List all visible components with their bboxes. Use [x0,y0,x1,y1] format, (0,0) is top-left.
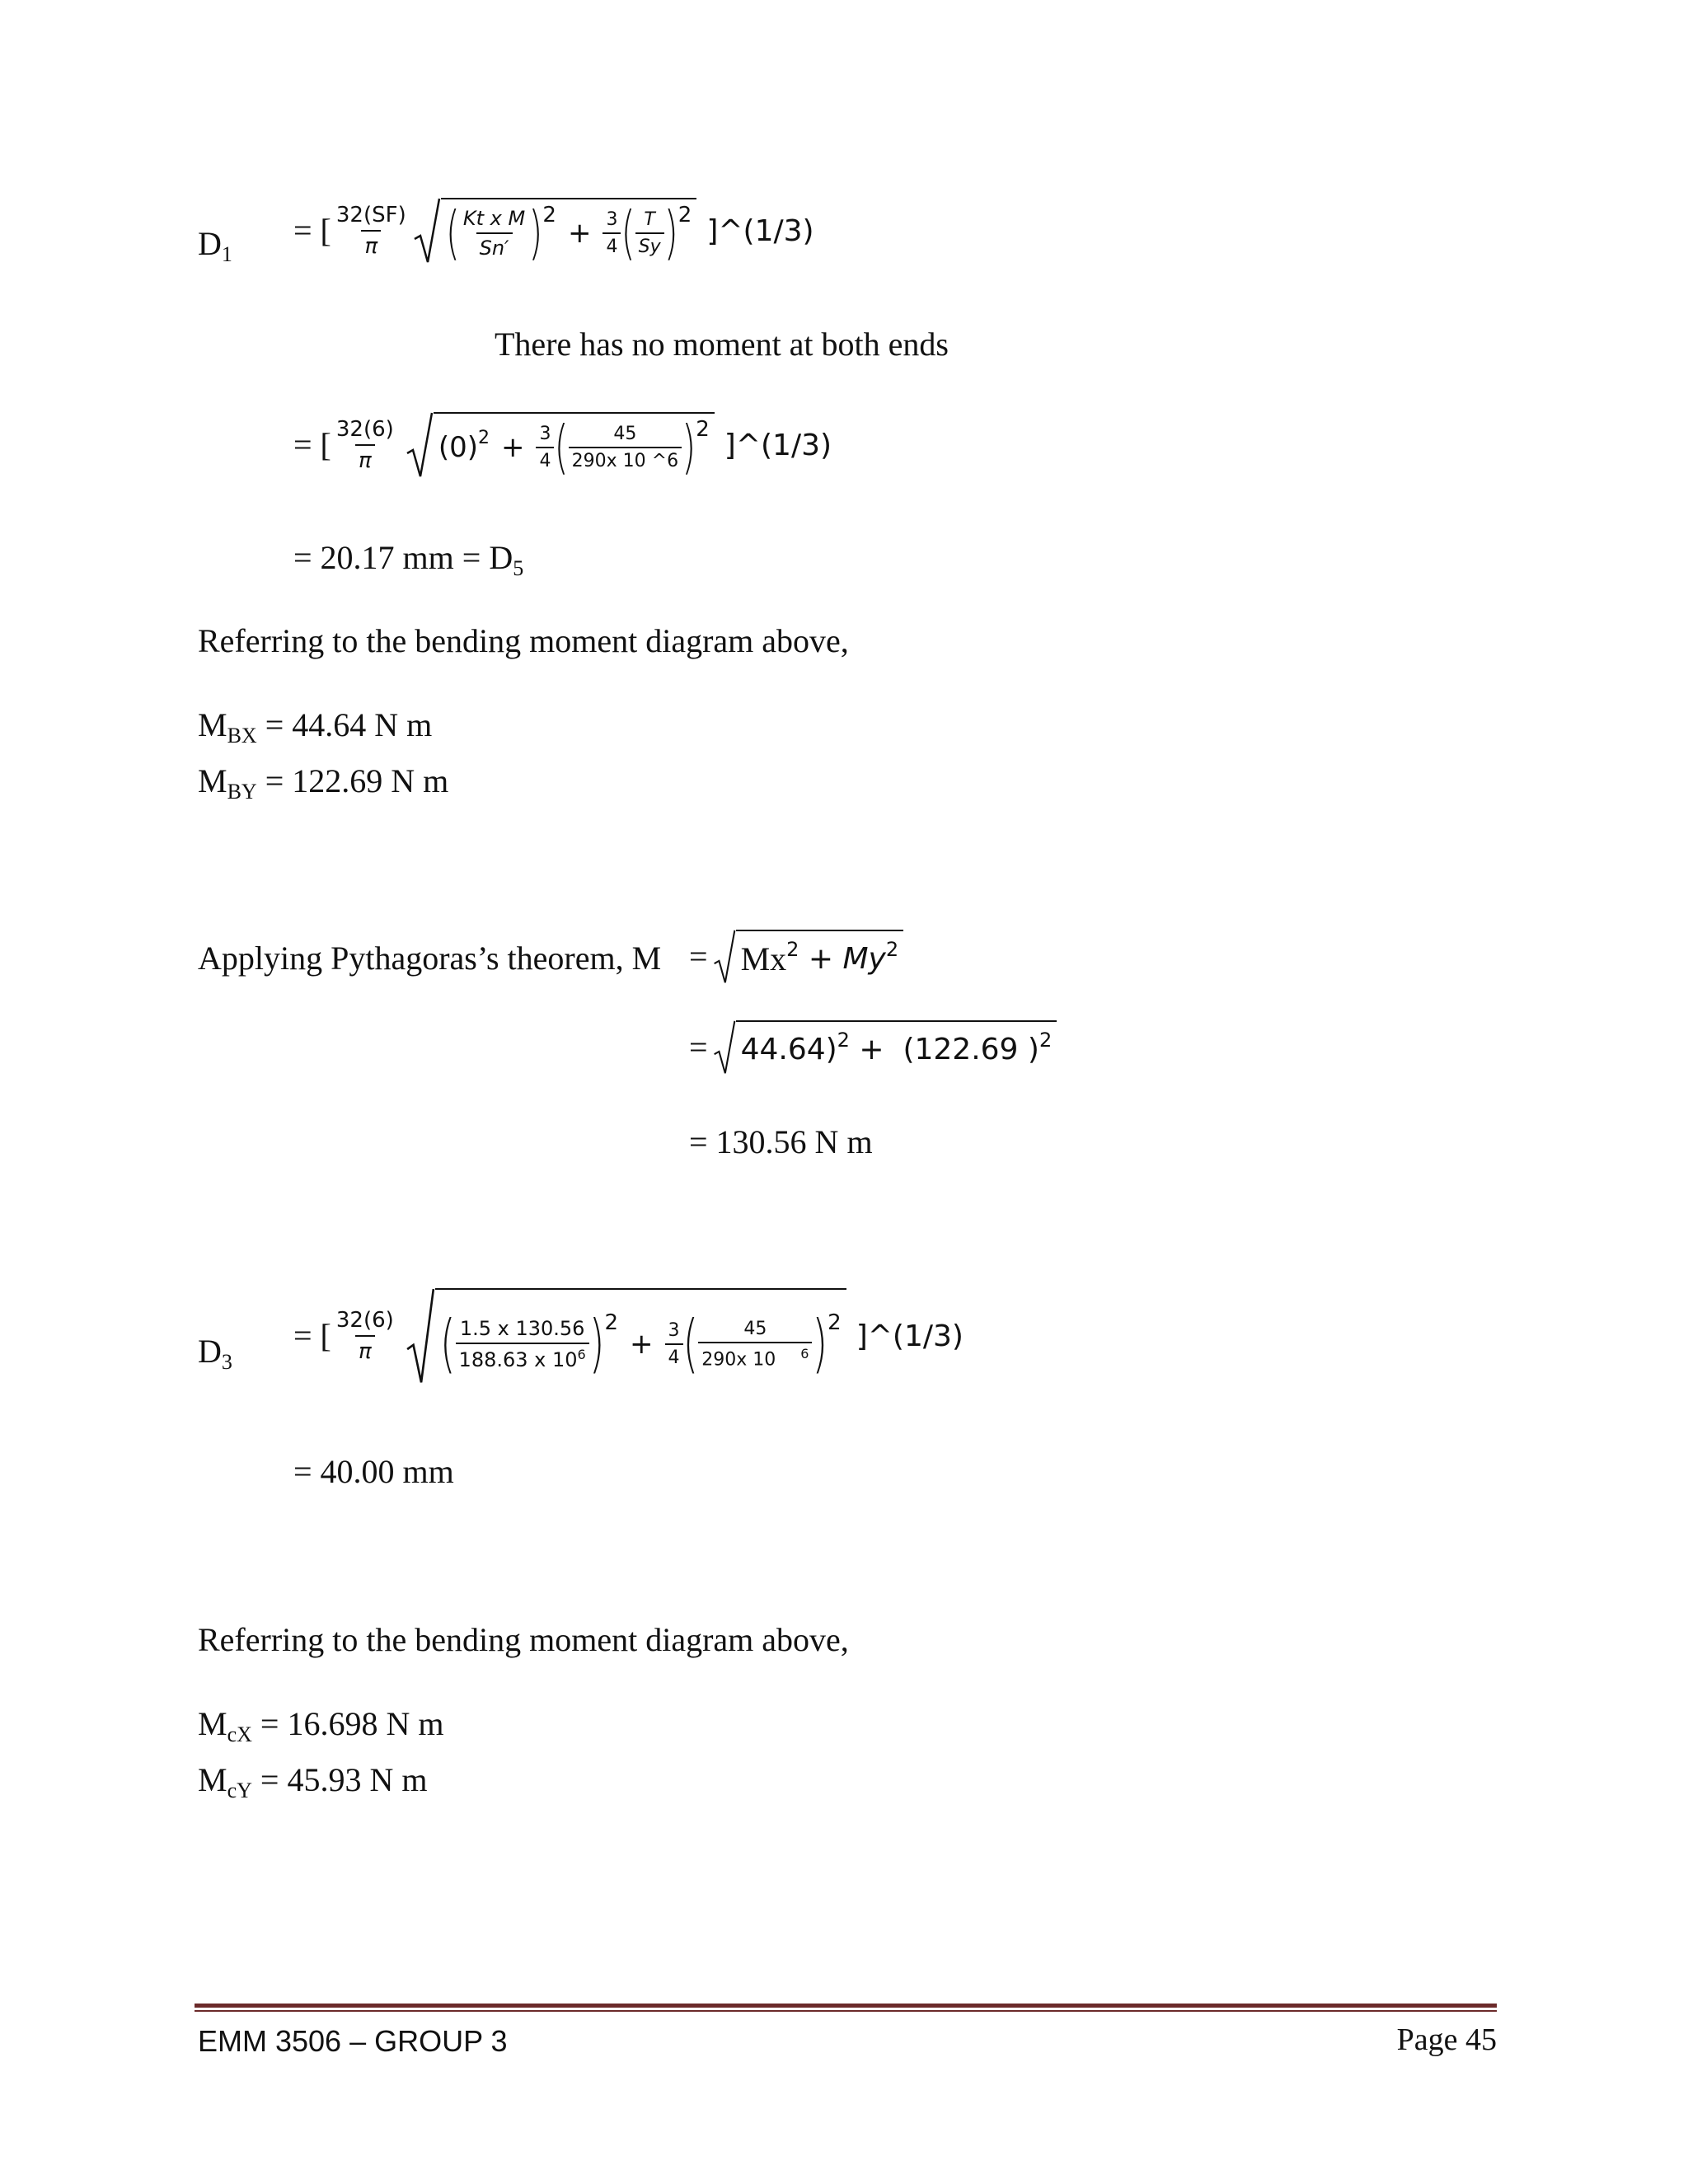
d1-eq-open: = [ [293,212,331,249]
footer-left: EMM 3506 – GROUP 3 [198,2024,508,2058]
d1-coef-fraction [333,203,410,259]
mcy-label: M [198,1761,227,1798]
mbx-sub: BX [227,724,257,748]
pyth-row1-my-square: 2 [885,937,899,961]
pythagoras-result: = 130.56 N m [689,1123,873,1160]
d1sub-eq-open: = [ [293,426,331,463]
note-no-moment: There has no moment at both ends [495,326,949,363]
d3-result: = 40.00 mm [293,1453,454,1490]
d1-label [198,225,232,266]
d3-k-fraction [665,1320,683,1368]
d1sub-sqrt: (0) $^2$ + $\frac{3}{4}$ ( $\frac{45}{290x 10 \^{}6}$ ) $^2$ [406,412,715,478]
mcx-sub: cX [227,1722,252,1746]
pyth-row2-eq: = [689,1028,708,1066]
d3-term2-num: 45 [743,1319,767,1340]
pyth-row2-b-square: 2 [1039,1028,1053,1052]
d3-term2-square: 2 [828,1310,842,1336]
pyth-row2-a-square: 2 [837,1028,850,1052]
d3-term1-num: 1.5 x 130.56 [459,1317,585,1341]
pyth-row1-my: My [842,942,886,977]
d1sub-coef-fraction [333,417,397,473]
d3-label [198,1333,232,1374]
d3-close: ]^(1/3) [856,1319,964,1353]
d3-formula [293,1288,964,1384]
d3-eq-open: = [ [293,1317,331,1355]
d1-label-sub: 1 [221,242,232,266]
radical-sign-icon [406,412,434,478]
d1-k-num: 3 [606,209,618,230]
mby-value: = 122.69 N m [256,762,449,799]
radical-sign-icon [713,1020,736,1075]
d3-sqrt: ( $\frac{1.5 x 130.56}{188.63 x 10^6}$ ) $^2$ + $\frac{3}{4}$ ( $\frac{45}{290x 10 ^6}$ ) $^2$ [406,1288,846,1384]
d1sub-plus: + [500,431,525,464]
pyth-row1-eq: = [689,937,708,975]
d1-k-den: 4 [603,232,621,257]
d3-term1-square: 2 [604,1310,618,1336]
d1-term2-den: Sy [635,232,664,257]
footer-divider-thick [195,2004,1497,2008]
d1-term1-num: Kt x M [462,207,526,230]
d1sub-term2-num: 45 [613,424,637,444]
d1-term2-fraction [635,209,664,257]
d3-coef-fraction [333,1308,397,1364]
d1sub-term2-fraction [569,424,682,471]
d1-label-letter: D [198,225,222,262]
d1-result [293,539,524,580]
mcy-line [198,1761,428,1802]
referring-text-1: Referring to the bending moment diagram above, [198,622,849,659]
d3-term2-fraction [698,1319,812,1370]
d1-substituted-formula [293,412,832,481]
d1sub-zero-term: (0) [438,431,478,464]
pyth-row1-mx-square: 2 [786,937,799,961]
footer-page-number: Page 45 [1396,2022,1497,2057]
pyth-row2-a: 44.64) [740,1033,837,1067]
d3-term2-den-exp: 6 [800,1346,809,1362]
d1-result-text: = 20.17 mm = D [293,539,513,576]
radical-sign-icon [413,198,441,264]
mbx-line [198,706,433,748]
footer-divider-thin [195,2010,1497,2012]
d3-term1-den [456,1343,589,1371]
mcx-label: M [198,1705,227,1742]
d3-term1-den-exp: 6 [577,1347,586,1363]
mby-sub: BY [227,780,257,804]
d1-term2-square: 2 [678,203,692,227]
d1sub-term2-square: 2 [696,417,710,442]
mbx-label: M [198,706,227,743]
mcx-line [198,1705,444,1746]
d3-label-sub: 3 [221,1350,232,1374]
d1-result-sub: 5 [513,556,524,580]
mbx-value: = 44.64 N m [256,706,433,743]
d1sub-zero-square: 2 [477,427,490,448]
d3-coef-num: 32(6) [335,1308,394,1333]
d3-term1-fraction [456,1317,589,1371]
d1-sqrt: ( $\frac{\text{Kt x M}}{Sn'}$ ) $^2$ + $\frac{3}{4}$ ( $\frac{T}{Sy}$ ) $^2$ [413,198,697,264]
d3-coef-den: π [355,1335,375,1364]
radical-sign-icon [713,930,736,984]
d1-formula [293,198,814,267]
d1-coef-num: 32(SF) [335,203,406,227]
d3-plus: + [630,1328,654,1361]
mcx-value: = 16.698 N m [251,1705,444,1742]
pyth-row1-plus: + [799,942,843,977]
d1sub-k-den: 4 [536,447,554,471]
pyth-row1-mx: Mx [740,940,787,978]
referring-text-2: Referring to the bending moment diagram above, [198,1621,849,1658]
d1-term2-num: T [644,209,655,230]
mcy-value: = 45.93 N m [251,1761,428,1798]
mby-label: M [198,762,227,799]
d3-term2-den-base: 290x 10 [701,1349,776,1371]
d1-term1-square: 2 [542,203,556,227]
d1sub-k-fraction [536,424,554,471]
d3-k-den: 4 [665,1343,683,1368]
d1-k-fraction [603,209,621,257]
radical-sign-icon [406,1288,435,1384]
d1-coef-den: π [361,230,381,259]
d3-label-letter: D [198,1333,222,1370]
d1sub-coef-num: 32(6) [335,417,394,442]
d1-close: ]^(1/3) [706,213,814,248]
pythagoras-row-2 [689,1020,1057,1075]
d1sub-term2-den: 290x 10 ^6 [569,447,682,471]
d1-term1-fraction [460,207,528,260]
d3-term2-den [698,1342,812,1370]
d3-term1-den-base: 188.63 x 10 [458,1348,578,1372]
d1-term1-den: Sn′ [476,232,513,260]
pythagoras-intro: Applying Pythagoras’s theorem, M [198,940,662,977]
mby-line [198,762,449,804]
pythagoras-row-1 [689,930,903,984]
mcy-sub: cY [227,1779,252,1802]
pyth-row2-b: + (122.69 ) [849,1033,1039,1067]
d1-plus: + [567,217,592,250]
d3-k-num: 3 [668,1320,680,1342]
d1sub-coef-den: π [355,444,375,473]
d1sub-close: ]^(1/3) [724,428,832,462]
d1sub-k-num: 3 [539,424,551,444]
